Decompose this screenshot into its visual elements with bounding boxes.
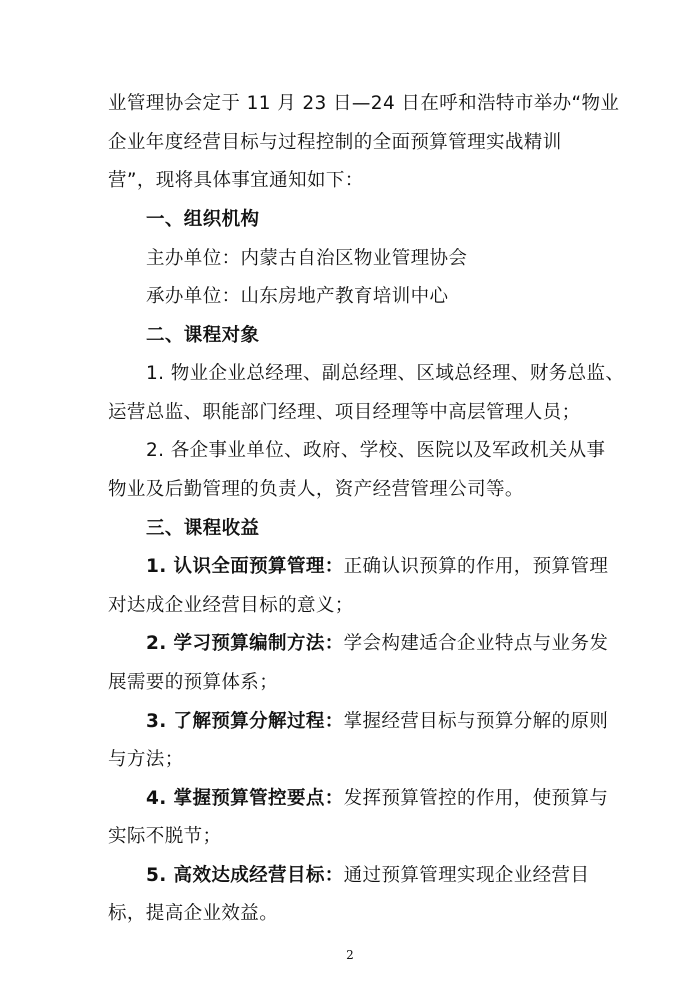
benefit-lead-1: 1. 认识全面预算管理： [146, 556, 344, 577]
benefit-text-4: 发挥预算管控的作用，使预算与 [343, 788, 609, 809]
benefit-text-5: 通过预算管理实现企业经营目 [343, 865, 590, 886]
benefit-text-2: 学会构建适合企业特点与业务发 [343, 633, 609, 654]
intro-line-3: 营”，现将具体事宜通知如下： [108, 170, 364, 191]
benefit-item-4 [146, 786, 636, 812]
benefit-text-1: 正确认识预算的作用，预算管理 [343, 556, 609, 577]
intro-line-2: 企业年度经营目标与过程控制的全面预算管理实战精训 [108, 132, 562, 153]
benefit-lead-4: 4. 掌握预算管控要点： [146, 788, 344, 809]
audience-item-1-line-2: 运营总监、职能部门经理、项目经理等中高层管理人员； [108, 402, 581, 423]
benefit-cont-4: 实际不脱节； [108, 826, 222, 847]
benefit-text-3: 掌握经营目标与预算分解的原则 [343, 711, 609, 732]
benefit-cont-5: 标，提高企业效益。 [108, 903, 279, 924]
benefit-lead-3: 3. 了解预算分解过程： [146, 711, 344, 732]
co-organizer-line: 承办单位：山东房地产教育培训中心 [146, 286, 449, 307]
organizer-line: 主办单位：内蒙古自治区物业管理协会 [146, 248, 468, 269]
benefit-item-5 [146, 863, 636, 889]
benefit-lead-5: 5. 高效达成经营目标： [146, 865, 344, 886]
audience-item-1-line-1: 1. 物业企业总经理、副总经理、区域总经理、财务总监、 [146, 363, 625, 384]
benefit-item-2 [146, 631, 636, 657]
benefit-cont-2: 展需要的预算体系； [108, 672, 279, 693]
benefit-lead-2: 2. 学习预算编制方法： [146, 633, 344, 654]
benefit-item-3 [146, 709, 636, 735]
section-heading-benefits: 三、课程收益 [146, 518, 260, 539]
page-number: 2 [346, 948, 354, 962]
benefit-item-1 [146, 554, 636, 580]
audience-item-2-line-1: 2. 各企事业单位、政府、学校、医院以及军政机关从事 [146, 440, 606, 461]
benefit-cont-1: 对达成企业经营目标的意义； [108, 595, 354, 616]
section-heading-audience: 二、课程对象 [146, 325, 260, 346]
intro-line-1: 业管理协会定于 11 月 23 日—24 日在呼和浩特市举办“物业 [108, 93, 620, 114]
audience-item-2-line-2: 物业及后勤管理的负责人，资产经营管理公司等。 [108, 479, 524, 500]
section-heading-organization: 一、组织机构 [146, 209, 260, 230]
benefit-cont-3: 与方法； [108, 749, 184, 770]
